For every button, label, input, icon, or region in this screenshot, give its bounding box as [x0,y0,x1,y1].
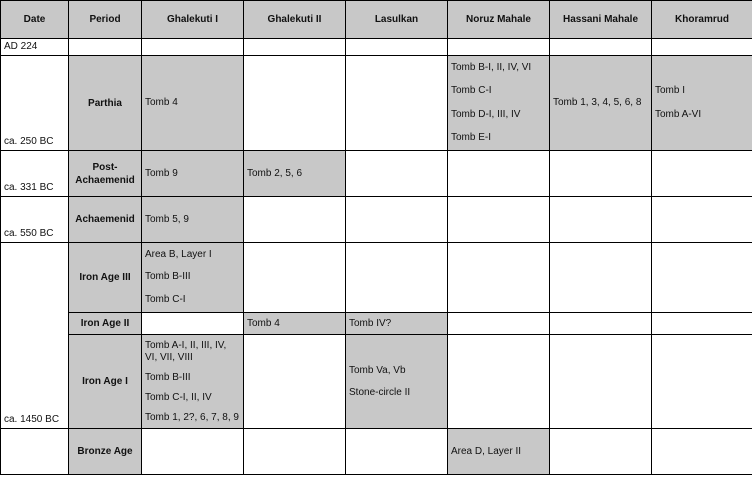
cell-line: Tomb I [655,85,686,96]
empty-cell [69,39,142,56]
cell-bronze-age-noruz-mahale: Area D, Layer II [448,429,550,475]
empty-cell [346,429,448,475]
empty-cell [652,197,752,243]
empty-cell [1,429,69,475]
empty-cell [346,243,448,313]
cell-line: Tomb B-III [145,371,191,383]
date-331bc: ca. 331 BC [1,151,69,197]
empty-cell [346,197,448,243]
empty-cell [142,39,244,56]
empty-cell [244,197,346,243]
empty-cell [652,429,752,475]
cell-line: Tomb Va, Vb [349,364,406,376]
cell-line: Tomb A-VI [655,109,702,120]
empty-cell [142,429,244,475]
table-row [1,39,752,56]
cell-line: Tomb C-I [451,85,492,97]
empty-cell [550,429,652,475]
cell-parthia-noruz-mahale [448,56,550,151]
period-parthia: Parthia [69,56,142,151]
table-row [1,56,752,151]
date-1450bc: ca. 1450 BC [1,243,69,429]
cell-parthia-khoramrud [652,56,752,151]
header-hassani-mahale: Hassani Mahale [550,1,652,39]
table-row [1,197,752,243]
period-bronze-age: Bronze Age [69,429,142,475]
table-row [1,243,752,313]
header-khoramrud: Khoramrud [652,1,752,39]
table-row [1,313,752,335]
empty-cell [448,335,550,429]
empty-cell [652,39,752,56]
empty-cell [448,243,550,313]
empty-cell [550,197,652,243]
empty-cell [550,313,652,335]
empty-cell [550,39,652,56]
table-row [1,335,752,429]
table-row [1,429,752,475]
cell-line: Tomb C-I [145,294,186,306]
empty-cell [244,243,346,313]
cell-line: Tomb C-I, II, IV [145,391,212,403]
empty-cell [652,151,752,197]
header-date: Date [1,1,69,39]
empty-cell [244,56,346,151]
date-550bc: ca. 550 BC [1,197,69,243]
empty-cell [244,335,346,429]
cell-iron-age-1-lasulkan [346,335,448,429]
empty-cell [244,39,346,56]
period-iron-age-2: Iron Age II [69,313,142,335]
empty-cell [346,151,448,197]
empty-cell [652,335,752,429]
empty-cell [346,39,448,56]
cell-line: Tomb A-I, II, III, IV, VI, VII, VIII [145,339,227,363]
empty-cell [550,243,652,313]
period-iron-age-3: Iron Age III [69,243,142,313]
cell-line: Tomb D-I, III, IV [451,108,521,120]
empty-cell [652,243,752,313]
cell-line: Area B, Layer I [145,248,212,260]
cell-post-achaemenid-ghalekuti-1: Tomb 9 [142,151,244,197]
empty-cell [244,429,346,475]
cell-line: Tomb E-I [451,131,492,143]
header-noruz-mahale: Noruz Mahale [448,1,550,39]
empty-cell [550,335,652,429]
empty-cell [448,313,550,335]
cell-line: Tomb 1, 2?, 6, 7, 8, 9 [145,411,239,423]
empty-cell [448,197,550,243]
cell-parthia-hassani-mahale: Tomb 1, 3, 4, 5, 6, 8 [550,56,652,151]
cell-parthia-ghalekuti-1: Tomb 4 [142,56,244,151]
empty-cell [448,39,550,56]
cell-iron-age-2-lasulkan: Tomb IV? [346,313,448,335]
cell-post-achaemenid-ghalekuti-2: Tomb 2, 5, 6 [244,151,346,197]
empty-cell [448,151,550,197]
cell-iron-age-2-ghalekuti-2: Tomb 4 [244,313,346,335]
header-period: Period [69,1,142,39]
cell-iron-age-3-ghalekuti-1 [142,243,244,313]
header-lasulkan: Lasulkan [346,1,448,39]
cell-iron-age-1-ghalekuti-1 [142,335,244,429]
empty-cell [550,151,652,197]
cell-line: Stone-circle II [349,386,411,398]
cell-line: Tomb B-III [145,271,191,283]
header-ghalekuti-2: Ghalekuti II [244,1,346,39]
period-post-achaemenid: Post-Achaemenid [69,151,142,197]
empty-cell [652,313,752,335]
date-ad224: AD 224 [1,39,69,56]
period-iron-age-1: Iron Age I [69,335,142,429]
empty-cell [346,56,448,151]
header-row [1,1,752,39]
cell-achaemenid-ghalekuti-1: Tomb 5, 9 [142,197,244,243]
date-250bc: ca. 250 BC [1,56,69,151]
table-row [1,151,752,197]
header-ghalekuti-1: Ghalekuti I [142,1,244,39]
cell-line: Tomb B-I, II, IV, VI [451,62,532,74]
period-achaemenid: Achaemenid [69,197,142,243]
empty-cell [142,313,244,335]
